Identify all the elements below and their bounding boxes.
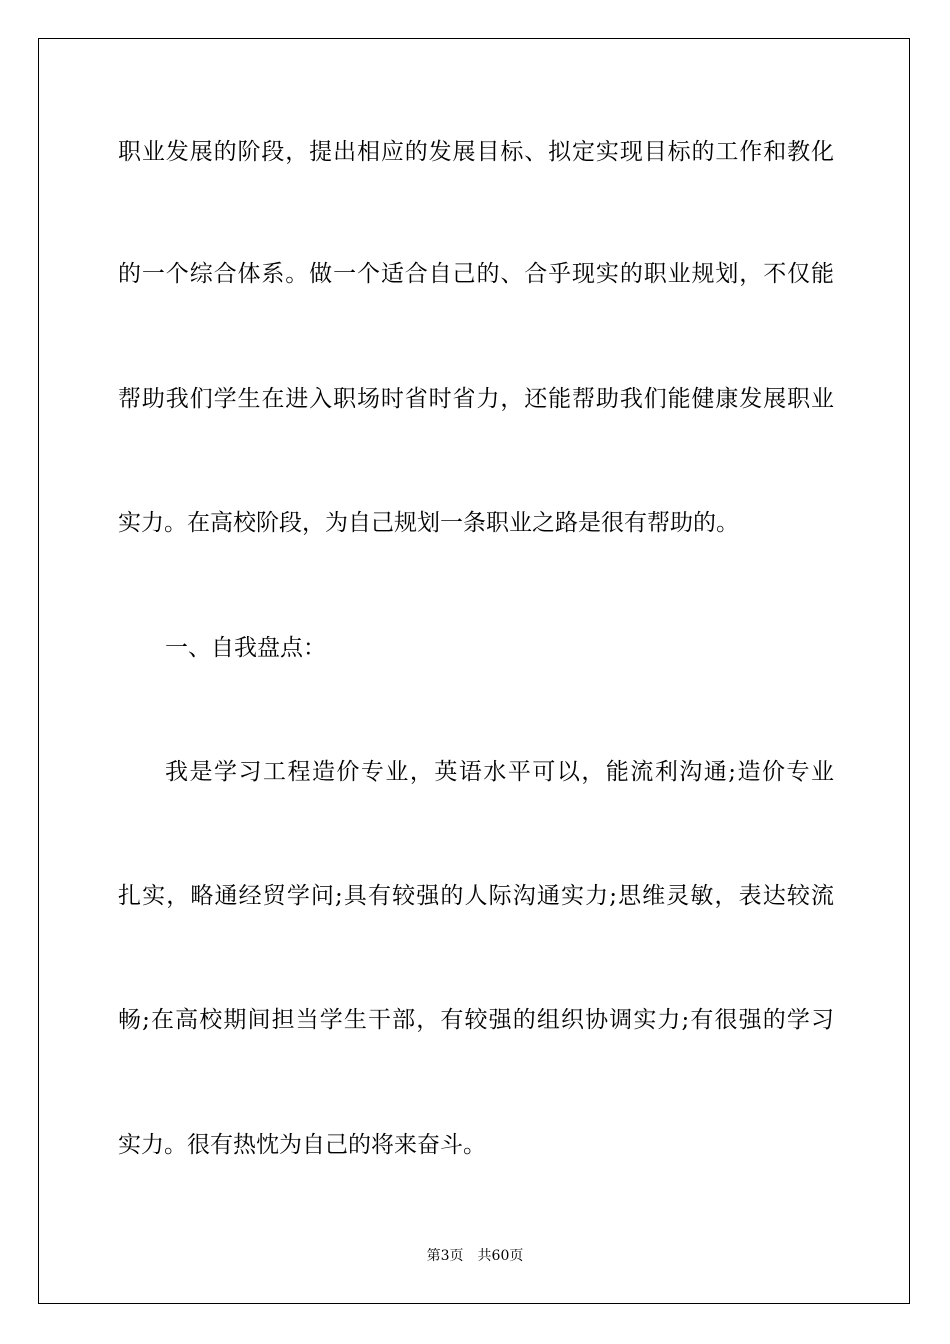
body-line-5: 我是学习工程造价专业，英语水平可以，能流利沟通;造价专业 bbox=[165, 759, 834, 785]
body-line-4: 实力。在高校阶段，为自己规划一条职业之路是很有帮助的。 bbox=[118, 510, 739, 536]
body-line-7: 畅;在高校期间担当学生干部，有较强的组织协调实力;有很强的学习 bbox=[118, 1007, 834, 1033]
page-number: 第3页 bbox=[426, 1248, 464, 1264]
body-line-3: 帮助我们学生在进入职场时省时省力，还能帮助我们能健康发展职业 bbox=[118, 386, 834, 412]
body-line-8: 实力。很有热忱为自己的将来奋斗。 bbox=[118, 1132, 486, 1158]
body-line-2: 的一个综合体系。做一个适合自己的、合乎现实的职业规划，不仅能 bbox=[118, 261, 834, 287]
page-total: 共60页 bbox=[477, 1248, 524, 1264]
page-border bbox=[38, 38, 910, 1304]
page-footer bbox=[0, 1246, 950, 1266]
body-line-1: 职业发展的阶段，提出相应的发展目标、拟定实现目标的工作和教化 bbox=[118, 139, 834, 165]
body-line-6: 扎实，略通经贸学问;具有较强的人际沟通实力;思维灵敏，表达较流 bbox=[118, 883, 834, 909]
section-heading: 一、自我盘点： bbox=[165, 635, 326, 661]
